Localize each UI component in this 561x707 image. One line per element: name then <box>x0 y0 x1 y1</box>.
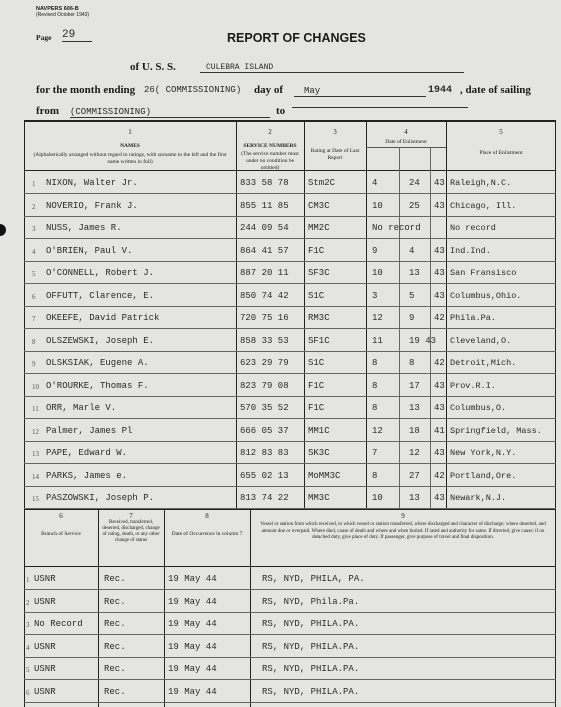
service-number: 623 29 79 <box>240 358 289 368</box>
enlistment-day: 10 <box>372 268 383 278</box>
row-divider <box>24 679 556 680</box>
enlistment-month: 12 <box>409 448 420 458</box>
enlistment-place: San Fransisco <box>450 268 517 278</box>
status-change: Rec. <box>104 686 126 697</box>
row-number: 3 <box>32 225 36 233</box>
row-divider <box>24 351 556 352</box>
column-header-enlistment-place: Place of Enlistment <box>479 150 523 156</box>
enlistment-place: Springfield, Mass. <box>450 425 542 436</box>
row-number: 8 <box>32 337 36 346</box>
enlistment-day: 11 <box>372 335 383 346</box>
enlistment-place: Raleigh,N.C. <box>450 178 512 188</box>
row-divider <box>24 508 556 509</box>
row-divider <box>24 193 556 194</box>
page-number: 29 <box>62 29 92 42</box>
column-number: 3 <box>333 128 337 136</box>
enlistment-month: 13 <box>409 403 420 413</box>
change-details: RS, NYD, Phila.Pa. <box>262 596 360 607</box>
rating: MM1C <box>308 425 330 436</box>
service-number: 244 09 54 <box>240 223 289 233</box>
status-change: Rec. <box>104 619 126 629</box>
column-subheader-names: (Alphabetically arranged without regard to ratings, with surname to the left and the first name written in full) <box>33 152 227 165</box>
person-name: OFFUTT, Clarence, E. <box>46 290 155 301</box>
row-number: 4 <box>32 247 36 256</box>
from-value: (COMMISSIONING) <box>70 107 270 118</box>
occurrence-date: 19 May 44 <box>168 574 217 584</box>
status-change: Rec. <box>104 664 126 674</box>
enlistment-place: Phila.Pa. <box>450 313 496 323</box>
enlistment-month: 13 <box>409 268 420 278</box>
enlistment-year: 43 <box>434 403 445 413</box>
row-number: 1 <box>26 576 30 584</box>
rating: F1C <box>308 403 325 413</box>
enlistment-year: 43 <box>434 268 445 278</box>
enlistment-place: Columbus,O. <box>450 403 507 413</box>
enlistment-place: Detroit,Mich. <box>450 358 517 368</box>
enlistment-day: 8 <box>372 358 378 368</box>
status-change: Rec. <box>104 596 126 607</box>
service-number: 813 74 22 <box>240 493 289 503</box>
column-subheader-service: (The service number must under no condition be omitted) <box>241 151 299 171</box>
row-number: 2 <box>32 202 36 211</box>
day-of-label: day of <box>254 84 284 96</box>
month-label: for the month ending <box>36 84 136 96</box>
row-number: 11 <box>32 405 39 413</box>
occurrence-date: 19 May 44 <box>168 686 217 697</box>
enlistment-day: 9 <box>372 245 378 256</box>
change-details: RS, NYD, PHILA.PA. <box>262 641 360 652</box>
person-name: O'CONNELL, Robert J. <box>46 268 155 278</box>
row-divider <box>24 486 556 487</box>
column-header-names: NAMES <box>120 143 140 149</box>
form-revised: (Revised October 1943) <box>36 12 90 18</box>
enlistment-day: 8 <box>372 470 378 481</box>
enlistment-month: 25 <box>409 200 420 211</box>
row-divider <box>24 283 556 284</box>
column-number: 4 <box>404 128 408 136</box>
service-number: 720 75 16 <box>240 313 289 323</box>
rating: CM3C <box>308 200 330 211</box>
branch-of-service: No Record <box>34 619 83 629</box>
occurrence-date: 19 May 44 <box>168 664 217 674</box>
enlistment-year: 43 <box>434 493 445 503</box>
change-details: RS, NYD, PHILA, PA. <box>262 574 365 584</box>
enlistment-year: 43 <box>434 245 445 256</box>
service-number: 833 58 78 <box>240 178 289 188</box>
column-header-enlistment-date: Date of Enlistment <box>385 139 427 145</box>
page-label: Page <box>36 33 52 42</box>
row-divider <box>24 396 556 397</box>
service-number: 858 33 53 <box>240 335 289 346</box>
row-number: 1 <box>32 180 36 188</box>
enlistment-month: 18 <box>409 425 420 436</box>
enlistment-month: 27 <box>409 470 420 481</box>
column-number: 9 <box>401 512 405 520</box>
enlistment-place: Prov.R.I. <box>450 380 496 391</box>
column-header-service: SERVICE NUMBERS <box>243 143 297 149</box>
row-number: 10 <box>32 382 39 391</box>
rating: MM2C <box>308 223 330 233</box>
service-number: 812 83 83 <box>240 448 289 458</box>
branch-of-service: USNR <box>34 664 56 674</box>
enlistment-year: 41 <box>434 425 445 436</box>
sailing-label: , date of sailing <box>460 84 531 96</box>
rating: S1C <box>308 290 325 301</box>
enlistment-day: No record <box>372 223 421 233</box>
person-name: O'BRIEN, Paul V. <box>46 245 133 256</box>
row-number: 13 <box>32 450 39 458</box>
person-name: NOVERIO, Frank J. <box>46 200 138 211</box>
row-divider <box>24 634 556 635</box>
enlistment-day: 4 <box>372 178 378 188</box>
enlistment-place: Newark,N.J. <box>450 493 507 503</box>
enlistment-place: No record <box>450 223 496 233</box>
enlistment-month: 9 <box>409 313 415 323</box>
ship-name: CULEBRA ISLAND <box>200 63 464 73</box>
month-day: 26( COMMISSIONING) <box>144 85 242 95</box>
person-name: PARKS, James e. <box>46 470 128 481</box>
row-number: 7 <box>32 315 36 323</box>
service-number: 850 74 42 <box>240 290 289 301</box>
enlistment-month: 8 <box>409 358 415 368</box>
to-label: to <box>276 105 286 117</box>
ship-label: of U. S. S. <box>130 61 176 73</box>
row-divider <box>24 463 556 464</box>
enlistment-month: 19 43 <box>409 335 437 346</box>
enlistment-day: 12 <box>372 313 383 323</box>
enlistment-year: 43 <box>434 178 445 188</box>
person-name: OKEEFE, David Patrick <box>46 313 160 323</box>
enlistment-year: 43 <box>434 448 445 458</box>
document-title: REPORT OF CHANGES <box>227 31 366 45</box>
enlistment-day: 10 <box>372 493 383 503</box>
row-divider <box>24 441 556 442</box>
enlistment-day: 12 <box>372 425 383 436</box>
status-change: Rec. <box>104 641 126 652</box>
branch-of-service: USNR <box>34 641 56 652</box>
month-value: May <box>294 86 426 97</box>
person-name: ORR, Marle V. <box>46 403 117 413</box>
column-number: 8 <box>205 512 209 520</box>
rating: SF3C <box>308 268 330 278</box>
person-name: PASZOWSKI, Joseph P. <box>46 493 155 503</box>
service-number: 655 02 13 <box>240 470 289 481</box>
row-divider <box>24 261 556 262</box>
person-name: OLSZEWSKI, Joseph E. <box>46 335 155 346</box>
person-name: Palmer, James Pl <box>46 425 133 436</box>
punch-hole <box>0 224 6 236</box>
column-number: 2 <box>268 128 272 136</box>
enlistment-place: Portland,Ore. <box>450 470 517 481</box>
row-divider <box>24 306 556 307</box>
person-name: PAPE, Edward W. <box>46 448 128 458</box>
enlistment-place: Ind.Ind. <box>450 245 491 256</box>
from-label: from <box>36 105 60 117</box>
enlistment-month: 4 <box>409 245 415 256</box>
occurrence-date: 19 May 44 <box>168 641 217 652</box>
change-details: RS, NYD, PHILA.PA. <box>262 619 360 629</box>
enlistment-day: 10 <box>372 200 383 211</box>
enlistment-place: New York,N.Y. <box>450 448 517 458</box>
row-divider <box>24 418 556 419</box>
change-details: RS, NYD, PHILA.PA. <box>262 664 360 674</box>
enlistment-month: 5 <box>409 290 415 301</box>
branch-of-service: USNR <box>34 686 56 697</box>
row-divider <box>24 216 556 217</box>
branch-of-service: USNR <box>34 596 56 607</box>
row-divider <box>24 238 556 239</box>
person-name: NIXON, Walter Jr. <box>46 178 138 188</box>
occurrence-date: 19 May 44 <box>168 619 217 629</box>
row-number: 14 <box>32 472 39 481</box>
rating: SK3C <box>308 448 330 458</box>
row-number: 6 <box>32 292 36 301</box>
column-header-details: Vessel or station from which received, to which vessel or station transferred, where discharged and character of discharge; where deserted, and amount due or overpaid. Where died, cause of death and where and when buried. If rated and authority for same. If directed, give cause; if on detached duty, give place of duty. If passenger, give purpose of travel and final disposition. <box>260 522 546 540</box>
service-number: 666 05 37 <box>240 425 289 436</box>
row-number: 3 <box>26 621 30 629</box>
rating: RM3C <box>308 313 330 323</box>
rating: F1C <box>308 245 325 256</box>
enlistment-month: 13 <box>409 493 420 503</box>
rating: F1C <box>308 380 325 391</box>
enlistment-place: Cleveland,O. <box>450 335 512 346</box>
person-name: O'ROURKE, Thomas F. <box>46 380 149 391</box>
status-change: Rec. <box>104 574 126 584</box>
row-number: 6 <box>26 688 30 697</box>
enlistment-year: 43 <box>434 290 445 301</box>
branch-of-service: USNR <box>34 574 56 584</box>
column-number: 1 <box>128 128 132 136</box>
service-number: 887 20 11 <box>240 268 289 278</box>
enlistment-year: 43 <box>434 200 445 211</box>
service-number: 570 35 52 <box>240 403 289 413</box>
row-divider <box>24 657 556 658</box>
row-number: 4 <box>26 643 30 652</box>
rating: MoMM3C <box>308 470 341 481</box>
column-header-branch: Branch of Service <box>41 531 81 537</box>
row-number: 9 <box>32 360 36 368</box>
row-number: 5 <box>32 270 36 278</box>
person-name: NUSS, James R. <box>46 223 122 233</box>
row-divider <box>24 328 556 329</box>
enlistment-year: 42 <box>434 358 445 368</box>
form-id: NAVPERS 606-B <box>36 6 79 12</box>
enlistment-year: 42 <box>434 313 445 323</box>
row-divider <box>24 589 556 590</box>
row-number: 5 <box>26 666 30 674</box>
enlistment-day: 3 <box>372 290 378 301</box>
rating: SF1C <box>308 335 330 346</box>
occurrence-date: 19 May 44 <box>168 596 217 607</box>
column-header-rating: Rating at Date of Last Report <box>310 148 360 161</box>
column-header-status: Received, transferred, deserted, discharged, change of rating, death, or any other change of status <box>102 520 160 543</box>
row-divider <box>24 612 556 613</box>
rating: S1C <box>308 358 325 368</box>
row-divider <box>24 702 556 703</box>
to-value <box>292 107 468 108</box>
person-name: OLSKSIAK, Eugene A. <box>46 358 149 368</box>
row-divider <box>24 373 556 374</box>
enlistment-year: 42 <box>434 470 445 481</box>
enlistment-day: 8 <box>372 380 378 391</box>
row-number: 15 <box>32 495 39 503</box>
column-number: 6 <box>59 512 63 520</box>
row-number: 12 <box>32 427 39 436</box>
column-header-occurrence-date: Date of Occurrence in column 7 <box>171 531 243 537</box>
service-number: 864 41 57 <box>240 245 289 256</box>
enlistment-month: 24 <box>409 178 420 188</box>
rating: Stm2C <box>308 178 336 188</box>
change-details: RS, NYD, PHILA.PA. <box>262 686 360 697</box>
service-number: 823 79 08 <box>240 380 289 391</box>
enlistment-year: 43 <box>434 380 445 391</box>
enlistment-day: 8 <box>372 403 378 413</box>
rating: MM3C <box>308 493 330 503</box>
enlistment-place: Chicago, Ill. <box>450 200 517 211</box>
enlistment-month: 17 <box>409 380 420 391</box>
year-value: 1944 <box>428 85 453 96</box>
row-number: 2 <box>26 598 30 607</box>
service-number: 855 11 85 <box>240 200 289 211</box>
column-number: 5 <box>499 128 503 136</box>
enlistment-day: 7 <box>372 448 378 458</box>
enlistment-place: Columbus,Ohio. <box>450 290 522 301</box>
column-number: 7 <box>129 512 133 520</box>
